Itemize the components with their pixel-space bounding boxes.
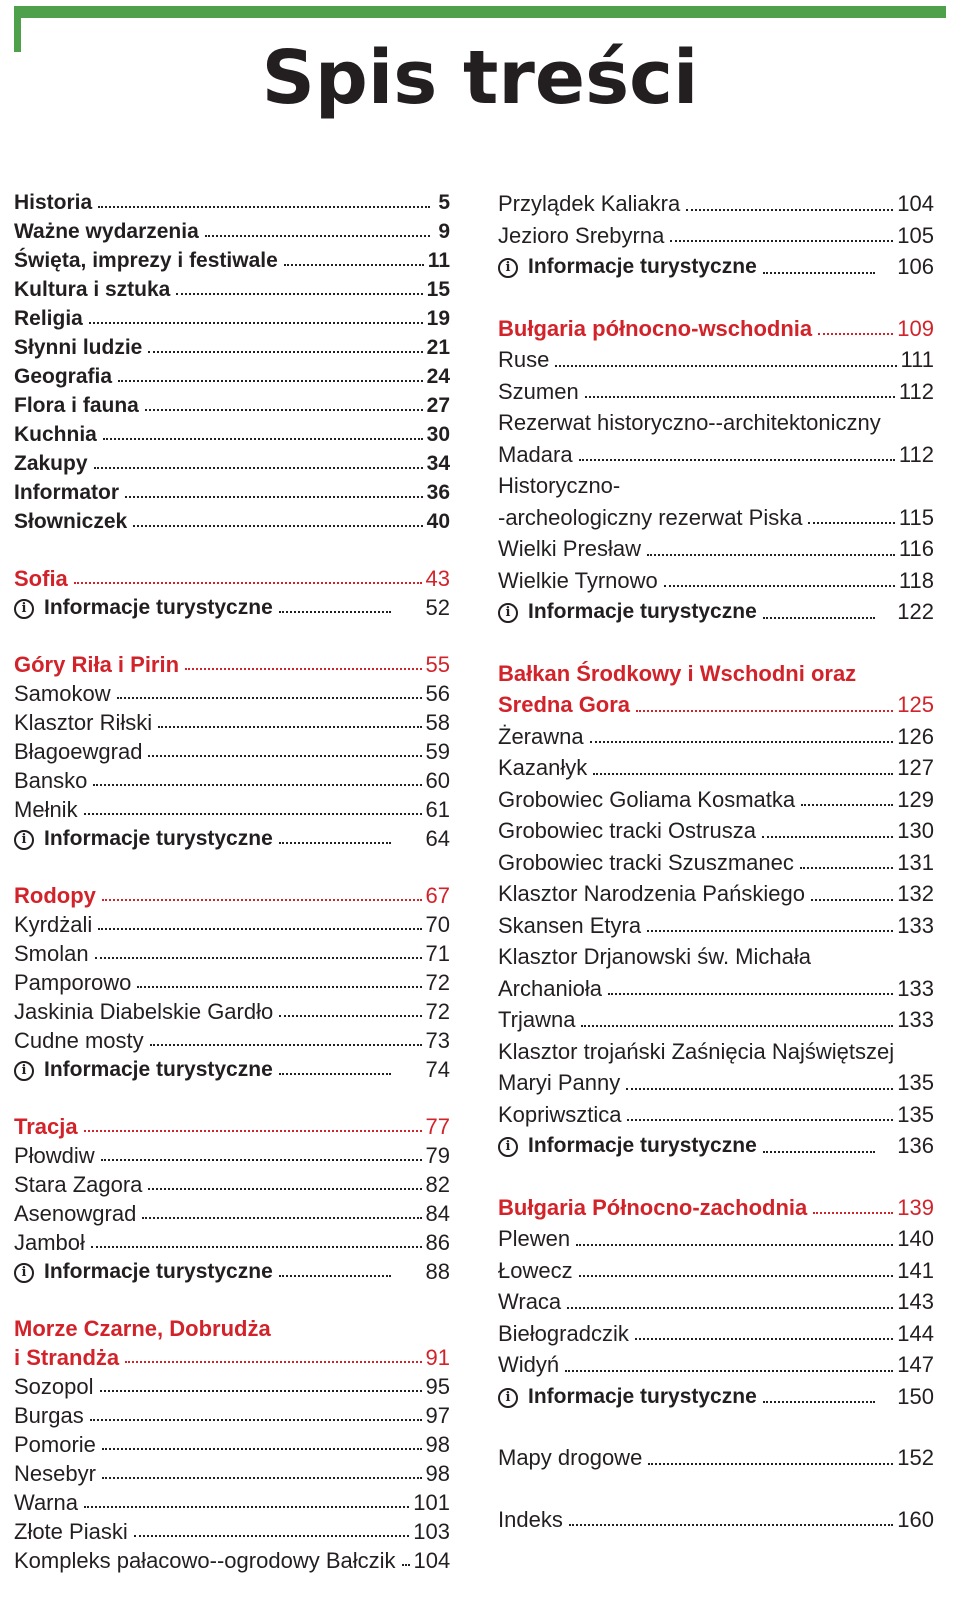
toc-entry-line1[interactable]: Rezerwat historyczno--architektoniczny <box>498 410 881 435</box>
toc-entry-line1[interactable]: Klasztor Drjanowski św. Michała <box>498 944 811 969</box>
toc-entry[interactable]: Mełnik 61 <box>14 797 450 822</box>
toc-entry[interactable]: Ruse 111 <box>498 347 934 372</box>
toc-entry[interactable]: Kultura i sztuka 15 <box>14 278 450 301</box>
toc-entry[interactable]: Madara 112 <box>498 441 934 467</box>
toc-entry[interactable]: Wielki Presław 116 <box>498 536 934 561</box>
toc-left-column <box>14 188 450 1575</box>
toc-entry-tourist-info[interactable]: i Informacje turystyczne 106 <box>498 251 934 283</box>
page-title: Spis treści <box>261 35 699 121</box>
toc-entry[interactable]: Stara Zagora 82 <box>14 1172 450 1197</box>
toc-entry[interactable]: Plewen 140 <box>498 1226 934 1251</box>
info-icon: i <box>498 603 518 623</box>
toc-right-column <box>498 188 934 1535</box>
toc-entry-tourist-info[interactable]: i Informacje turystyczne 122 <box>498 596 934 628</box>
toc-entry-tourist-info[interactable]: i Informacje turystyczne 74 <box>14 1055 450 1084</box>
toc-entry-line1[interactable]: Historyczno- <box>498 473 621 498</box>
toc-entry[interactable]: Pomorie 98 <box>14 1432 450 1457</box>
toc-entry[interactable]: Ważne wydarzenia 9 <box>14 220 450 243</box>
toc-entry-tourist-info[interactable]: i Informacje turystyczne 88 <box>14 1257 450 1286</box>
top-green-bar <box>14 6 946 18</box>
toc-entry[interactable]: Asenowgrad 84 <box>14 1201 450 1226</box>
toc-entry[interactable]: Kazanłyk 127 <box>498 755 934 780</box>
toc-entry[interactable]: Żerawna 126 <box>498 723 934 749</box>
toc-entry[interactable]: Jamboł 86 <box>14 1230 450 1255</box>
toc-entry[interactable]: Kuchnia 30 <box>14 423 450 446</box>
toc-entry[interactable]: Burgas 97 <box>14 1403 450 1428</box>
toc-entry[interactable]: Grobowiec tracki Ostrusza 130 <box>498 818 934 843</box>
section-heading-pn-zach[interactable]: Bułgaria Północno-zachodnia 139 <box>498 1194 934 1220</box>
toc-entry[interactable]: Błagoewgrad 59 <box>14 739 450 764</box>
toc-entry[interactable]: Archanioła 133 <box>498 975 934 1001</box>
info-icon: i <box>14 599 34 619</box>
toc-entry-tourist-info[interactable]: i Informacje turystyczne 64 <box>14 824 450 853</box>
intro-section <box>14 188 450 536</box>
toc-entry[interactable]: Grobowiec tracki Szuszmanec 131 <box>498 849 934 875</box>
toc-entry[interactable]: Wielkie Tyrnowo 118 <box>498 567 934 593</box>
section-heading-tracja[interactable]: Tracja 77 <box>14 1114 450 1139</box>
toc-entry[interactable]: Geografia 24 <box>14 365 450 388</box>
toc-entry[interactable]: Szumen 112 <box>498 378 934 404</box>
section-heading-pn-wsch[interactable]: Bułgaria północno-wschodnia 109 <box>498 315 934 341</box>
section-heading-morze-line1[interactable]: Morze Czarne, Dobrudża <box>14 1316 271 1341</box>
info-icon: i <box>498 258 518 278</box>
toc-entry[interactable]: Informator 36 <box>14 481 450 504</box>
section-heading-balkan-line1[interactable]: Bałkan Środkowy i Wschodni oraz <box>498 660 857 686</box>
toc-entry[interactable]: Widyń 147 <box>498 1352 934 1377</box>
section-heading-morze[interactable]: i Strandża 91 <box>14 1345 450 1370</box>
toc-entry[interactable]: Bansko 60 <box>14 768 450 793</box>
toc-entry[interactable]: Biełogradczik 144 <box>498 1320 934 1346</box>
toc-entry[interactable]: Zakupy 34 <box>14 452 450 475</box>
toc-entry[interactable]: Przylądek Kaliakra 104 <box>498 191 934 216</box>
info-icon: i <box>14 830 34 850</box>
info-icon: i <box>14 1061 34 1081</box>
toc-entry[interactable]: Jaskinia Diabelskie Gardło 72 <box>14 999 450 1024</box>
toc-entry[interactable]: Kopriwsztica 135 <box>498 1101 934 1127</box>
toc-entry[interactable]: Płowdiw 79 <box>14 1143 450 1168</box>
toc-entry[interactable]: -archeologiczny rezerwat Piska 115 <box>498 504 934 530</box>
toc-entry-tourist-info[interactable]: i Informacje turystyczne 136 <box>498 1130 934 1162</box>
toc-entry-tourist-info[interactable]: i Informacje turystyczne 52 <box>14 593 450 622</box>
toc-entry-tourist-info[interactable]: i Informacje turystyczne 150 <box>498 1381 934 1413</box>
toc-entry[interactable]: Trjawna 133 <box>498 1007 934 1032</box>
toc-entry[interactable]: Słynni ludzie 21 <box>14 336 450 359</box>
toc-entry[interactable]: Klasztor Narodzenia Pańskiego 132 <box>498 881 934 906</box>
toc-entry[interactable]: Sozopol 95 <box>14 1374 450 1399</box>
toc-entry[interactable]: Kompleks pałacowo--ogrodowy Bałczik 104 <box>14 1548 451 1573</box>
toc-entry[interactable]: Grobowiec Goliama Kosmatka 129 <box>498 786 934 812</box>
toc-entry[interactable]: Złote Piaski 103 <box>14 1519 450 1544</box>
toc-entry-maps[interactable]: Mapy drogowe 152 <box>498 1445 934 1470</box>
toc-entry[interactable]: Samokow 56 <box>14 681 450 706</box>
toc-entry[interactable]: Wraca 143 <box>498 1289 934 1314</box>
info-icon: i <box>498 1137 518 1157</box>
toc-entry[interactable]: Kyrdżali 70 <box>14 912 450 937</box>
section-heading-balkan[interactable]: Sredna Gora 125 <box>498 692 934 717</box>
section-heading-rodopy[interactable]: Rodopy 67 <box>14 883 450 908</box>
toc-entry[interactable]: Klasztor Riłski 58 <box>14 710 450 735</box>
toc-entry[interactable]: Warna 101 <box>14 1490 450 1515</box>
section-heading-sofia[interactable]: Sofia 43 <box>14 566 450 591</box>
section-heading-gory[interactable]: Góry Riła i Pirin 55 <box>14 652 450 677</box>
toc-entry[interactable]: Święta, imprezy i festiwale 11 <box>14 249 450 272</box>
toc-entry[interactable]: Nesebyr 98 <box>14 1461 450 1486</box>
toc-entry[interactable]: Flora i fauna 27 <box>14 394 450 417</box>
info-icon: i <box>14 1263 34 1283</box>
toc-entry[interactable]: Słowniczek 40 <box>14 510 450 533</box>
toc-entry[interactable]: Historia 5 <box>14 191 450 214</box>
toc-entry[interactable]: Cudne mosty 73 <box>14 1028 450 1053</box>
toc-entry[interactable]: Jezioro Srebyrna 105 <box>498 222 934 248</box>
toc-entry[interactable]: Maryi Panny 135 <box>498 1070 934 1095</box>
toc-entry-index[interactable]: Indeks 160 <box>498 1506 934 1532</box>
toc-entry[interactable]: Łowecz 141 <box>498 1257 934 1283</box>
toc-entry[interactable]: Skansen Etyra 133 <box>498 912 934 938</box>
toc-entry-line1[interactable]: Klasztor trojański Zaśnięcia Najświętszej <box>498 1038 895 1064</box>
toc-entry[interactable]: Smolan 71 <box>14 941 450 966</box>
toc-entry[interactable]: Religia 19 <box>14 307 450 330</box>
info-icon: i <box>498 1388 518 1408</box>
toc-entry[interactable]: Pamporowo 72 <box>14 970 450 995</box>
